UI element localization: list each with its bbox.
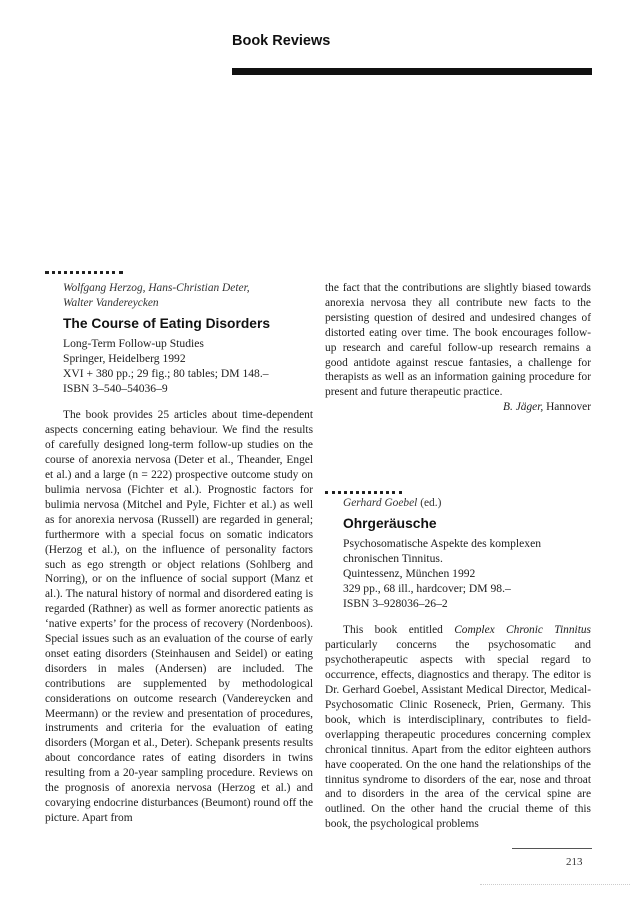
footer-rule	[512, 848, 592, 849]
header-rule	[232, 68, 592, 75]
review1-meta-subtitle: Long-Term Follow-up Studies	[63, 336, 204, 350]
review2-meta-subtitle-2: chronischen Tinnitus.	[343, 551, 443, 565]
review2-author-name: Gerhard Goebel	[343, 497, 418, 509]
review1-body: The book provides 25 articles about time-dependent aspects concerning eating behaviour. We find the results of carefully designed long-term follow-up studies on the course of anorexia nervosa (Deter et al., Theander, Engel et al.) and a large (n = 222) prospective outcome study on bulimia nervosa (Fichter et al.). Prognostic factors for bulimia nervosa (Mitchel and Pyle, Fichter et al.) as well as for anorexia nervosa (Russell) are regarded in general; furthermore with a special focus on somatic indicators (Herzog et al.), on the influence of personality factors such as ego strength or object relations (Sohlberg and Norring), or on the influence of social support (Manz et al.). The natural history of normal and disordered eating is regarded (Rathner) as well as former anorectic patients as ‘native experts’ for the process of recovery (Nordenboos). Special issues such as an evaluation of the course of early onset eating disorders (Steinhausen and Seidel) or eating disorders in males (Andersen) are included. The contributions are supplemented by methodological considerations on outcome research (Vandereycken and Meermann) or the review and presentation of procedures, instruments and criteria for the evaluation of eating disorders (Morgan et al., Deter). Schepank presents results about concordance rates of eating disorders in twins resulting from a 20-year sampling procedure. Reviews on the prognosis of anorexia nervosa (Herzog et al.) and covarying endocrine disturbances (Beumont) round off the picture. Apart from	[45, 409, 313, 824]
review2-author-suffix: (ed.)	[417, 497, 442, 509]
review1-reviewer-name: B. Jäger,	[503, 401, 544, 414]
review2-meta-publisher: Quintessenz, München 1992	[343, 566, 476, 580]
review2-body	[325, 623, 591, 832]
review2-meta-isbn: ISBN 3–928036–26–2	[343, 596, 448, 610]
review2-meta-pages: 329 pp., 68 ill., hardcover; DM 98.–	[343, 581, 511, 595]
review1-continuation: the fact that the contributions are slightly biased towards anorexia nervosa they all contribute new facts to the persisting question of desired and undesired changes of distorted eating over time. The book encourages follow-up research and careful follow-up research remains a good antidote against rescue fantasies, a challenge for therapists as well as an information gaining procedure for present and future therapeutic practice.	[325, 282, 591, 399]
review2-body-title-italic: Complex Chronic Tinnitus	[454, 624, 591, 637]
review2-dots-divider	[325, 491, 402, 494]
review1-book-title: The Course of Eating Disorders	[63, 315, 270, 331]
review1-meta-publisher: Springer, Heidelberg 1992	[63, 351, 186, 365]
review2-body-rest: particularly concerns the psychosomatic and psychotherapeutic aspects with special regard to occurrence, effects, diagnostics and therapy. The editor is Dr. Gerhard Goebel, Assistant Medical Director, Medical-Psychosomatic Clinic Roseneck, Prien, Germany. This book, which is interdisciplinary, contributes to field-overlapping therapeutic procedures concerning complex chronical tinnitus. Apart from the editor eighteen authors have cooperated. On the one hand the relationships of the tinnitus syndrome to disorders of the ear, nose and throat and to disorders in the area of the cervical spine are outlined. On the other hand the crucial theme of this book, the psychological problems	[325, 639, 591, 831]
review1-signature	[503, 400, 591, 415]
review1-signature-row	[325, 400, 591, 415]
review2-body-intro: This book entitled	[343, 624, 455, 637]
right-column-top	[325, 281, 591, 415]
review2-book-title: Ohrgeräusche	[343, 515, 437, 531]
review1-author-line-1: Wolfgang Herzog, Hans-Christian Deter,	[63, 282, 250, 294]
review1-author-line-2: Walter Vandereycken	[63, 296, 159, 309]
page-number: 213	[566, 856, 583, 868]
review1-reviewer-city: Hannover	[543, 401, 591, 414]
review1-meta-isbn: ISBN 3–540–54036–9	[63, 381, 168, 395]
page-header-title: Book Reviews	[232, 33, 331, 49]
review2-block	[325, 496, 591, 832]
review2-meta-subtitle-1: Psychosomatische Aspekte des komplexen	[343, 536, 542, 550]
review2-author	[343, 496, 591, 511]
review1-dots-divider	[45, 271, 123, 274]
left-column	[45, 281, 313, 826]
edge-dots-decoration	[480, 884, 630, 885]
review1-meta-pages: XVI + 380 pp.; 29 fig.; 80 tables; DM 148.–	[63, 366, 269, 380]
